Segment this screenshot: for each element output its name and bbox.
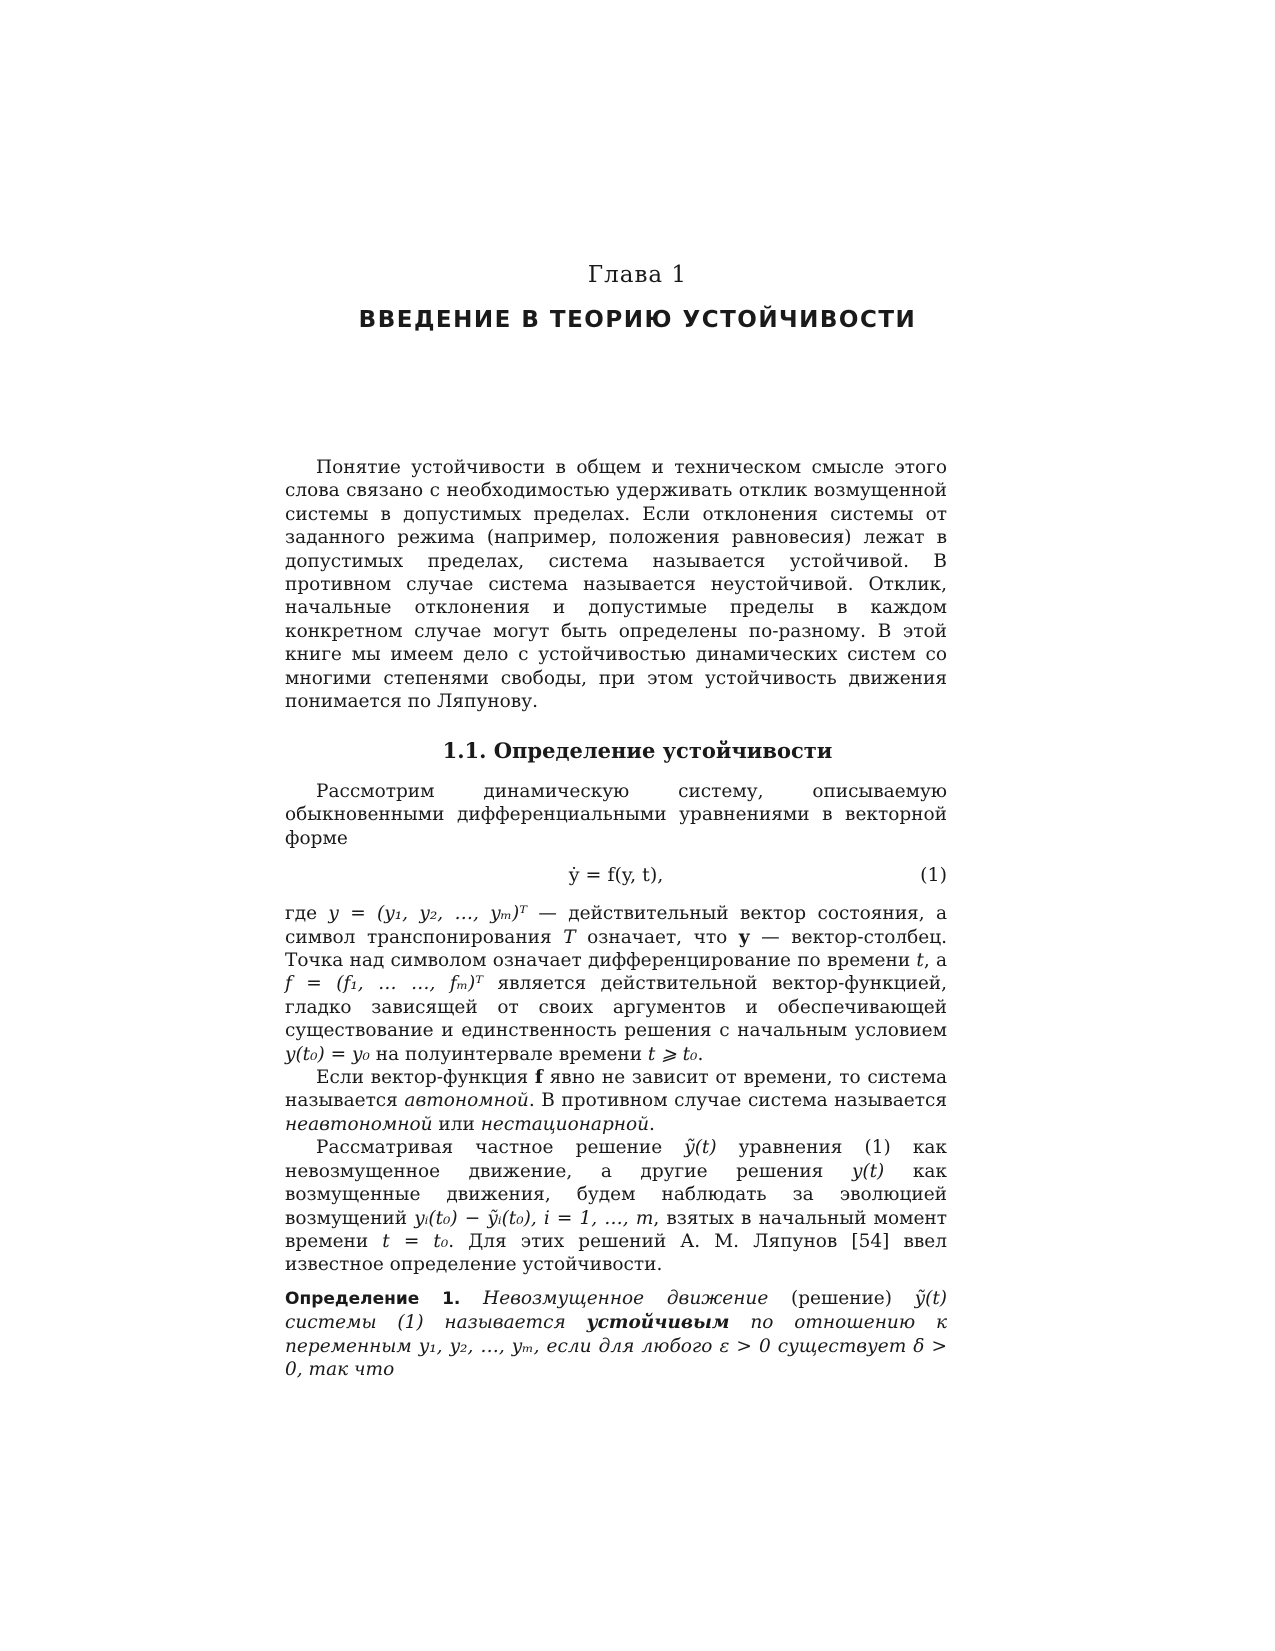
text-run: — действительный вектор состояния, а символ транспонирования: [285, 903, 947, 948]
math-inline: t = t₀: [382, 1230, 449, 1252]
text-run: где: [285, 903, 329, 925]
text-run: или: [432, 1113, 481, 1135]
equation-number: (1): [920, 864, 947, 887]
math-inline: y₁, y₂, …, yₘ: [418, 1335, 534, 1357]
math-inline: ε > 0: [719, 1335, 771, 1357]
text-run: (решение): [790, 1287, 915, 1309]
math-inline: ỹ(t): [684, 1137, 717, 1159]
intro-block: [285, 456, 947, 713]
text-run: по отношению к переменным: [285, 1312, 948, 1357]
section-paragraph-1: Рассмотрим динамическую систему, описываемую обыкновенными дифференциальными уравнениями в векторной форме: [285, 781, 947, 849]
section-title: 1.1. Определение устойчивости: [442, 738, 833, 763]
text-run: .: [697, 1043, 704, 1065]
math-inline: T: [563, 926, 576, 948]
emphasis: нестационарной: [480, 1113, 650, 1135]
emphasis: автономной: [404, 1090, 529, 1112]
definition-label: Определение 1.: [285, 1288, 461, 1309]
text-run: . Для этих решений А. М. Ляпунов [54] ввел известное определение устойчивости.: [285, 1230, 947, 1276]
math-inline: t: [916, 950, 924, 972]
definition-1: [285, 1287, 947, 1382]
math-inline: δ > 0: [285, 1335, 947, 1380]
text-run: Если вектор-функция: [316, 1067, 535, 1089]
text-run: системы (1) называется: [285, 1312, 587, 1334]
text-run: является действительной вектор-функцией, гладко зависящей от своих аргументов и обеспечивающей существование и единственность решения с начальным условием: [285, 973, 947, 1042]
text-run: , если для любого: [533, 1335, 720, 1357]
section-paragraph-2: [285, 902, 947, 1066]
text-run: явно не зависит от времени, то система называется: [285, 1067, 947, 1112]
text-run: , взятых в начальный момент времени: [285, 1207, 947, 1252]
chapter-label: Глава 1: [587, 262, 688, 288]
math-inline: f: [534, 1067, 543, 1089]
text-run: означает, что: [575, 926, 739, 948]
text-run: Рассматривая частное решение: [316, 1137, 685, 1159]
math-inline: ỹ(t): [914, 1287, 947, 1309]
text-run: . В противном случае система называется: [528, 1090, 947, 1112]
section-paragraph-3: [285, 1066, 947, 1136]
section-body: [285, 780, 947, 1381]
definition-term: устойчивым: [586, 1312, 730, 1334]
math-inline: f = (f₁, … …, fₘ)ᵀ: [285, 973, 484, 995]
math-inline: y(t₀) = y₀: [285, 1043, 370, 1065]
text-run: уравнения (1) как невозмущенное движение, а другие решения: [285, 1137, 947, 1182]
section-paragraph-4: [285, 1136, 947, 1276]
text-run: , так что: [296, 1358, 395, 1380]
math-inline: t ⩾ t₀: [647, 1043, 698, 1065]
text-run: — вектор-столбец. Точка над символом означает дифференцирование по времени: [285, 926, 947, 972]
math-inline: y: [738, 926, 750, 948]
text-run: существует: [770, 1335, 914, 1357]
equation-formula: ẏ = f(y, t),: [568, 864, 664, 887]
math-inline: yᵢ(t₀) − ỹᵢ(t₀), i = 1, …, m: [414, 1207, 654, 1229]
intro-paragraph: Понятие устойчивости в общем и техническом смысле этого слова связано с необходимостью удерживать отклик возмущенной системы в допустимых пределах. Если отклонения системы от заданного режима (например, положения равновесия) лежат в допустимых пределах, система называется устойчивой. В противном случае система называется неустойчивой. Отклик, начальные отклонения и допустимые пределы в каждом конкретном случае могут быть определены по-разному. В этой книге мы имеем дело с устойчивостью динамических систем со многими степенями свободы, при этом устойчивость движения понимается по Ляпунову.: [285, 457, 947, 713]
text-run: .: [649, 1113, 655, 1135]
math-inline: y = (y₁, y₂, …, yₘ)ᵀ: [328, 903, 528, 925]
emphasis: неавтономной: [285, 1113, 433, 1135]
text-run: как возмущенные движения, будем наблюдать за эволюцией возмущений: [285, 1160, 947, 1229]
text-run: , а: [923, 950, 947, 972]
equation-1: [285, 850, 947, 902]
math-inline: y(t): [851, 1160, 885, 1182]
text-run: на полуинтервале времени: [369, 1043, 648, 1065]
text-run: Невозмущенное движение: [460, 1287, 791, 1309]
chapter-title: ВВЕДЕНИЕ В ТЕОРИЮ УСТОЙЧИВОСТИ: [358, 307, 917, 333]
